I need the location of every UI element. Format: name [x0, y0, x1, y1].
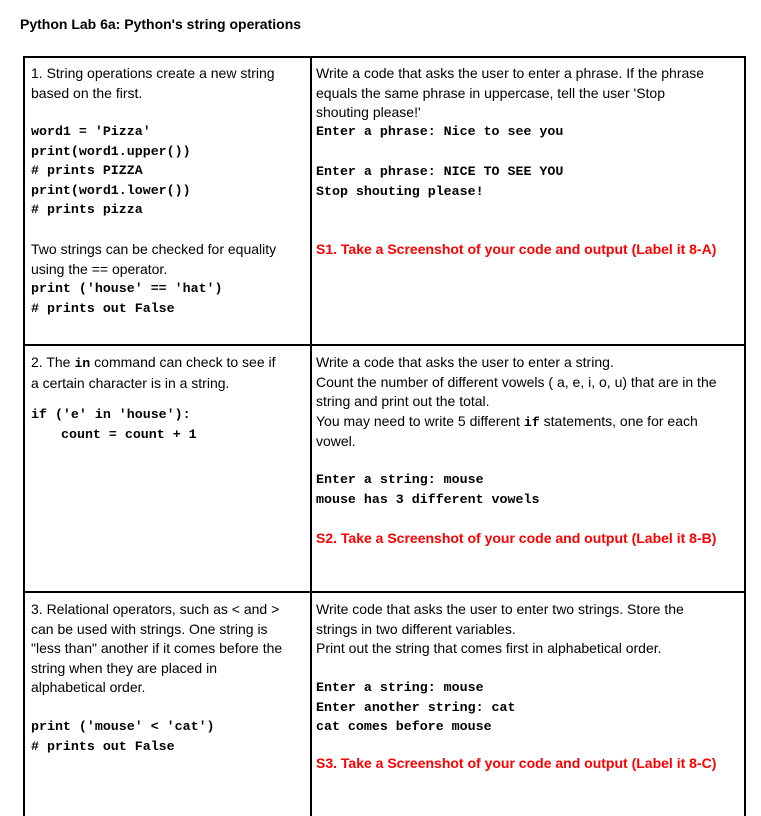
row-1-left-equality-text: Two strings can be checked for equality using the == operator. — [31, 241, 277, 277]
task-s3: S3. Take a Screenshot of your code and output (Label it 8-C) — [316, 755, 717, 771]
column-divider — [310, 58, 312, 816]
row-divider-2 — [25, 591, 744, 593]
row-2-right-instructions: Write a code that asks the user to enter a string. Count the number of different vowels ( a, e, i, o, u) that are in the string and print out the total. You may need to write 5 different if statements, one for each vowel. — [316, 354, 717, 449]
row-2-left-code: if ('e' in 'house'): count = count + 1 — [31, 407, 197, 442]
in-keyword: in — [74, 356, 91, 371]
task-s2: S2. Take a Screenshot of your code and output (Label it 8-B) — [316, 530, 717, 546]
row-divider-1 — [25, 344, 744, 346]
row-1-right-sample-1: Enter a phrase: Nice to see you — [316, 124, 564, 139]
row-2-right-sample: Enter a string: mouse mouse has 3 different vowels — [316, 472, 540, 507]
if-keyword: if — [523, 414, 540, 430]
row-1-right-instructions: Write a code that asks the user to enter a phrase. If the phrase equals the same phrase in uppercase, tell the user 'Stop shouting please!' — [316, 65, 705, 120]
task-s1: S1. Take a Screenshot of your code and output (Label it 8-A) — [316, 241, 717, 257]
row-3-right-sample: Enter a string: mouse Enter another string: cat cat comes before mouse — [316, 680, 516, 734]
row-1-right-sample-2: Enter a phrase: NICE TO SEE YOU Stop shouting please! — [316, 164, 564, 199]
lab-table — [23, 56, 746, 816]
row-2-left-text: 2. The in command can check to see if a certain character is in a string. — [31, 354, 276, 391]
row-3-right-instructions: Write code that asks the user to enter two strings. Store the strings in two different variables. Print out the string that comes first in alphabetical order. — [316, 601, 684, 656]
row-1-left-equality-code: print ('house' == 'hat') # prints out False — [31, 281, 223, 316]
row-3-left-text: 3. Relational operators, such as < and > can be used with strings. One string is "less than" another if it comes before the string when they are placed in alphabetical order. — [31, 601, 283, 695]
row-1-left-text: 1. String operations create a new string based on the first. — [31, 65, 275, 101]
row-1-left-code: word1 = 'Pizza' print(word1.upper()) # prints PIZZA print(word1.lower()) # prints pizza — [31, 124, 191, 217]
row-3-left-code: print ('mouse' < 'cat') # prints out False — [31, 719, 215, 754]
page-title: Python Lab 6a: Python's string operations — [20, 16, 302, 32]
